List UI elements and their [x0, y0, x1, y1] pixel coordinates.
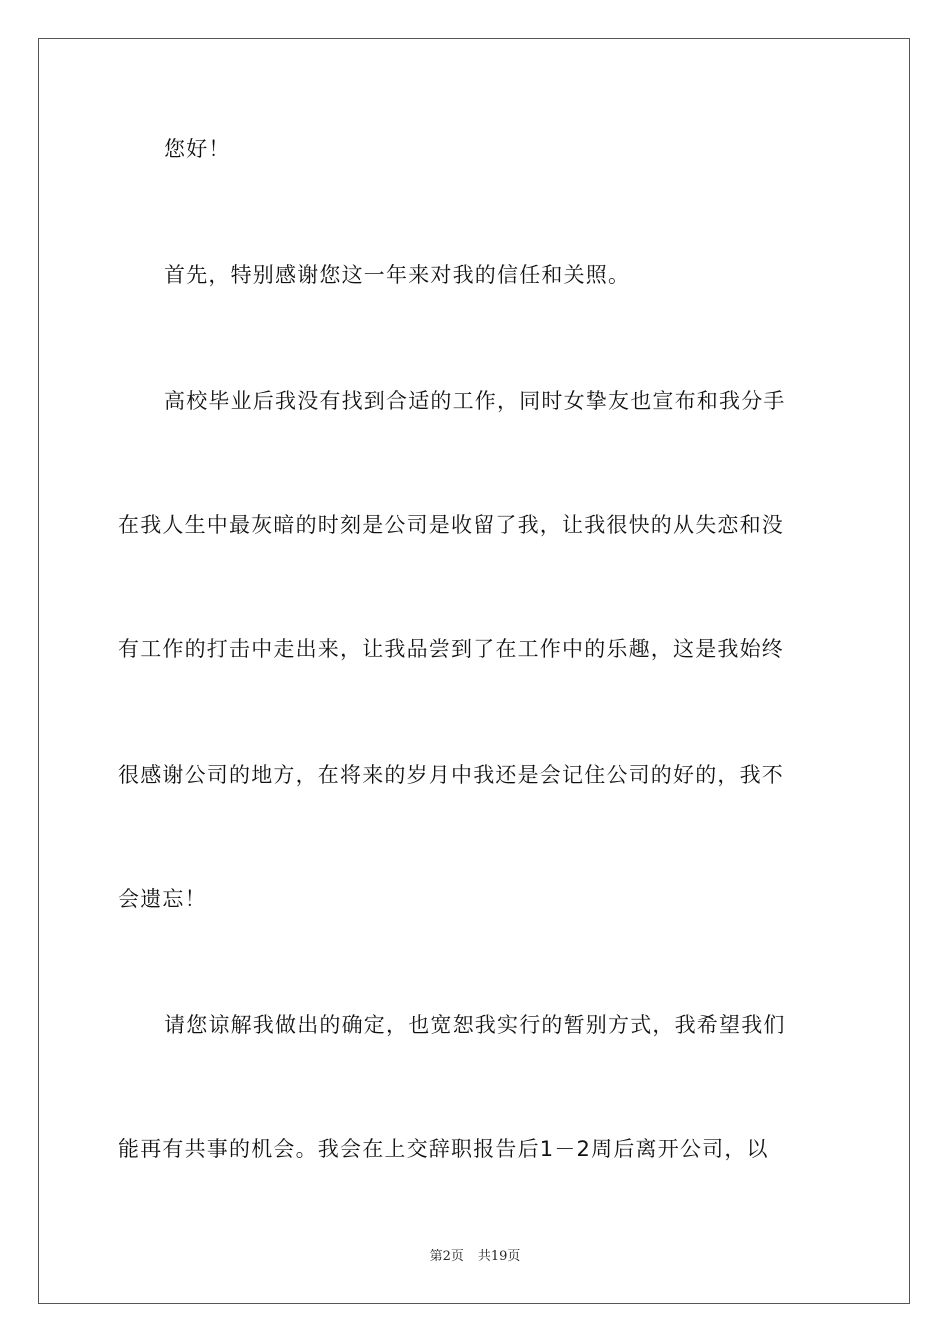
paragraph-line: 能再有共事的机会。我会在上交辞职报告后1－2周后离开公司，以 — [118, 1137, 769, 1161]
paragraph-line: 请您谅解我做出的确定，也宽恕我实行的暂别方式，我希望我们 — [164, 1013, 786, 1037]
page-frame — [38, 38, 910, 1304]
paragraph-line: 在我人生中最灰暗的时刻是公司是收留了我，让我很快的从失恋和没 — [118, 513, 784, 537]
paragraph-line: 很感谢公司的地方，在将来的岁月中我还是会记住公司的好的，我不 — [118, 763, 784, 787]
paragraph-line: 首先，特别感谢您这一年来对我的信任和关照。 — [164, 263, 631, 287]
paragraph-line: 高校毕业后我没有找到合适的工作，同时女挚友也宣布和我分手 — [164, 389, 786, 413]
page-total: 共19页 — [477, 1249, 521, 1264]
page-number: 第2页 — [429, 1249, 464, 1264]
greeting-line: 您好！ — [164, 137, 231, 161]
page-footer — [0, 1248, 950, 1266]
paragraph-line: 有工作的打击中走出来，让我品尝到了在工作中的乐趣，这是我始终 — [118, 637, 784, 661]
paragraph-line: 会遗忘！ — [118, 887, 207, 911]
